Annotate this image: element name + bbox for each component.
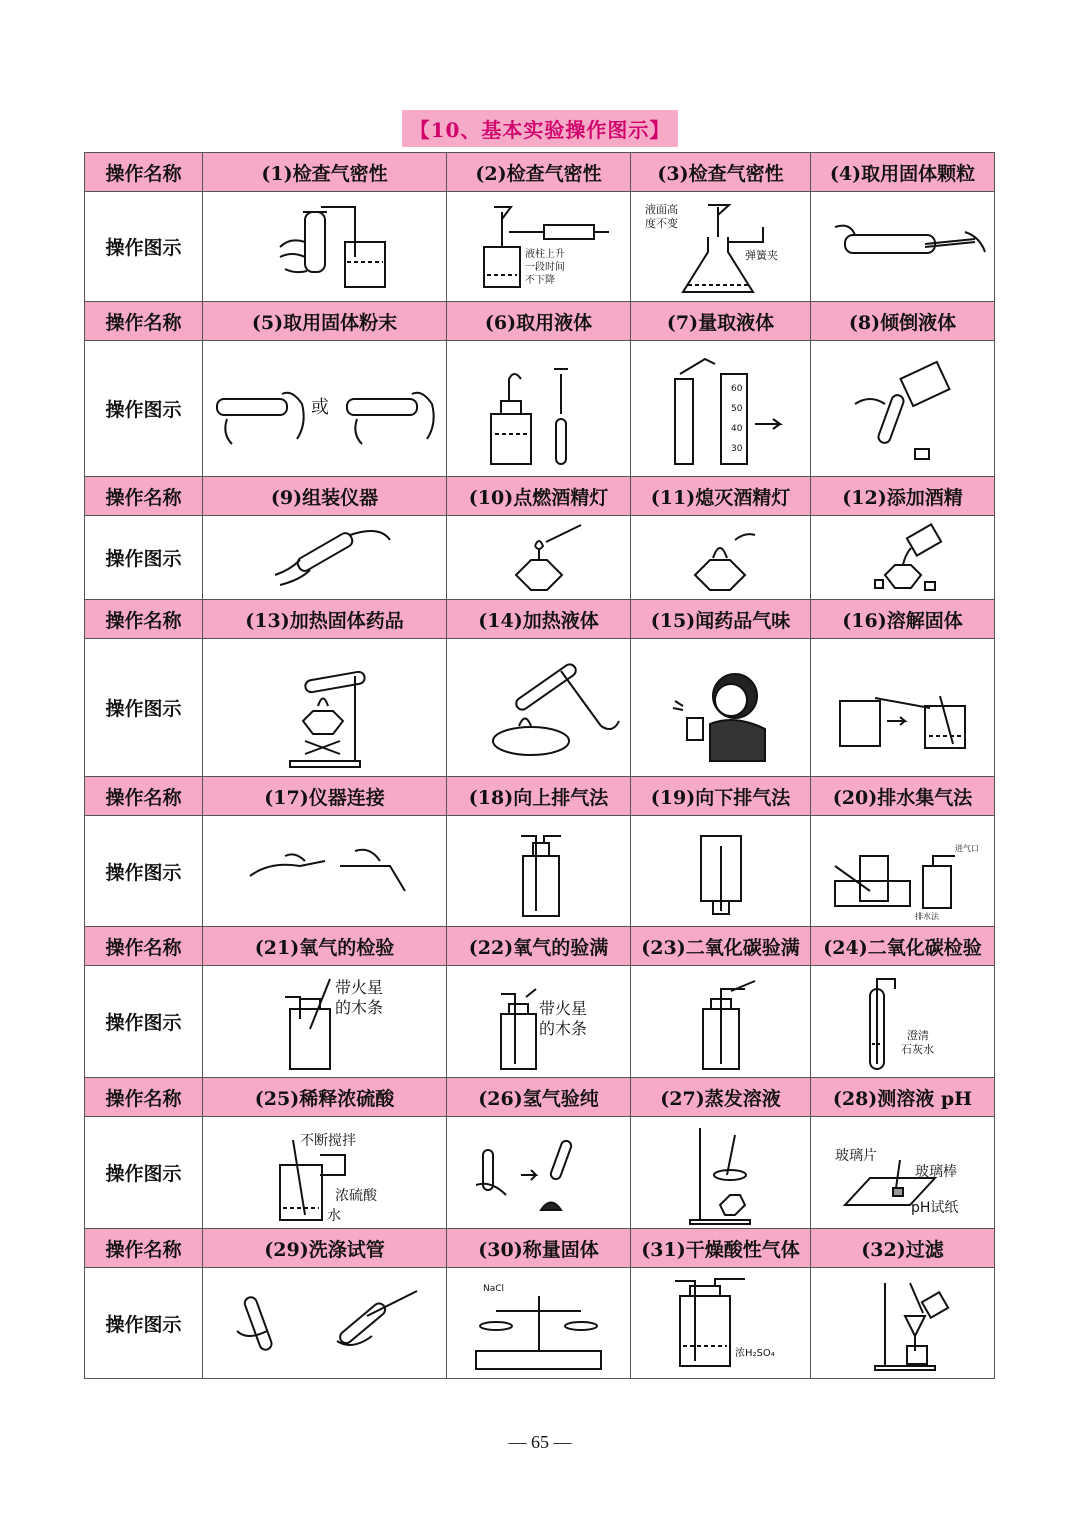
figure-cell [203,341,447,477]
figure-cell [447,516,631,600]
operation-name: (11)熄灭酒精灯 [631,477,811,516]
co2-full-check-illustration [635,969,807,1075]
operation-name: (19)向下排气法 [631,777,811,816]
figure-cell [203,1117,447,1229]
airtightness-test-tube-illustration [225,197,425,297]
figure-cell [447,1117,631,1229]
figure-cell [447,341,631,477]
row-label-figure: 操作图示 [85,516,203,600]
operation-name: (25)稀释浓硫酸 [203,1078,447,1117]
annotation: 50 [730,403,742,414]
figure-cell [811,341,995,477]
operation-name: (20)排水集气法 [811,777,995,816]
dry-acidic-gas-illustration [635,1271,807,1375]
annotation: 玻璃棒 [914,1163,957,1180]
annotation: 或 [310,396,329,418]
operation-name: (2)检查气密性 [447,153,631,192]
figure-cell [631,1268,811,1379]
annotation: 液面高 [644,202,678,216]
extinguish-lamp-illustration [635,520,807,596]
figure-cell [631,1117,811,1229]
figure-row [85,1268,995,1379]
row-label-name: 操作名称 [85,927,203,966]
name-row [85,1078,995,1117]
figure-cell [811,1117,995,1229]
figure-cell [811,1268,995,1379]
row-label-figure: 操作图示 [85,816,203,927]
figure-cell [811,816,995,927]
evaporate-solution-illustration [635,1120,807,1226]
airtightness-flask-illustration [633,197,809,297]
heat-liquid-illustration [451,646,627,770]
figure-row [85,639,995,777]
water-displacement-illustration [815,821,991,921]
co2-test-illustration [815,969,991,1075]
operation-name: (26)氢气验纯 [447,1078,631,1117]
name-row [85,777,995,816]
annotation: 不断搅拌 [299,1132,356,1149]
figure-cell [631,966,811,1078]
annotation: 排水法 [914,912,939,921]
figure-cell [811,192,995,302]
oxygen-test-illustration [225,969,425,1075]
figure-cell [203,966,447,1078]
ph-test-illustration [815,1120,991,1226]
row-label-figure: 操作图示 [85,966,203,1078]
title-wrap [0,110,1080,147]
operation-name: (18)向上排气法 [447,777,631,816]
operation-name: (24)二氧化碳检验 [811,927,995,966]
upward-air-displacement-illustration [451,821,627,921]
weigh-solid-illustration [451,1271,627,1375]
annotation: 进气口 [954,844,979,853]
dissolve-solid-illustration [815,646,991,770]
row-label-figure: 操作图示 [85,639,203,777]
dilute-sulfuric-acid-illustration [225,1120,425,1226]
row-label-figure: 操作图示 [85,1268,203,1379]
annotation: pH试纸 [910,1199,958,1216]
annotation: 一段时间 [524,261,565,273]
annotation: 不下降 [524,274,555,286]
operation-name: (31)干燥酸性气体 [631,1229,811,1268]
figure-row [85,341,995,477]
annotation: 澄清 [906,1028,929,1042]
operation-name: (16)溶解固体 [811,600,995,639]
row-label-name: 操作名称 [85,153,203,192]
figure-cell [811,966,995,1078]
name-row [85,302,995,341]
annotation: 的木条 [334,997,383,1017]
operation-name: (17)仪器连接 [203,777,447,816]
figure-cell [811,516,995,600]
figure-row [85,816,995,927]
name-row [85,927,995,966]
figure-cell [447,966,631,1078]
annotation: 弹簧夹 [744,248,778,262]
row-label-figure: 操作图示 [85,341,203,477]
oxygen-full-check-illustration [451,969,627,1075]
operation-name: (1)检查气密性 [203,153,447,192]
airtightness-syringe-illustration [449,197,629,297]
annotation: 水 [326,1207,341,1224]
annotation: 液柱上升 [524,248,565,260]
pour-liquid-illustration [815,349,991,469]
filtration-illustration [815,1271,991,1375]
operation-name: (5)取用固体粉末 [203,302,447,341]
operation-name: (27)蒸发溶液 [631,1078,811,1117]
operation-name: (21)氧气的检验 [203,927,447,966]
operation-name: (9)组装仪器 [203,477,447,516]
name-row [85,153,995,192]
operation-name: (4)取用固体颗粒 [811,153,995,192]
row-label-figure: 操作图示 [85,1117,203,1229]
name-row [85,600,995,639]
figure-row [85,516,995,600]
measure-liquid-illustration [635,349,807,469]
smell-chemical-illustration [635,646,807,770]
page-number: — 65 — [508,1432,572,1452]
name-row [85,1229,995,1268]
operation-name: (7)量取液体 [631,302,811,341]
hydrogen-purity-illustration [451,1120,627,1226]
figure-cell [631,341,811,477]
row-label-figure: 操作图示 [85,192,203,302]
annotation: 石灰水 [900,1042,934,1056]
figure-cell [447,192,631,302]
operation-name: (13)加热固体药品 [203,600,447,639]
figure-row [85,192,995,302]
annotation: 40 [730,423,742,434]
heat-solid-illustration [225,646,425,770]
annotation: 60 [730,383,742,394]
wash-test-tube-illustration [207,1271,443,1375]
figure-row [85,1117,995,1229]
figure-row [85,966,995,1078]
light-lamp-illustration [451,520,627,596]
figure-cell [203,639,447,777]
annotation: 度不变 [644,216,678,230]
powder-illustration [207,349,443,469]
figure-cell [631,516,811,600]
connect-apparatus-illustration [225,821,425,921]
row-label-name: 操作名称 [85,1078,203,1117]
figure-cell [447,1268,631,1379]
operation-name: (14)加热液体 [447,600,631,639]
annotation: 30 [730,443,742,454]
row-label-name: 操作名称 [85,477,203,516]
figure-cell [631,639,811,777]
row-label-name: 操作名称 [85,1229,203,1268]
row-label-name: 操作名称 [85,600,203,639]
operation-name: (3)检查气密性 [631,153,811,192]
figure-cell [203,516,447,600]
row-label-name: 操作名称 [85,777,203,816]
figure-cell [203,192,447,302]
add-alcohol-illustration [815,520,991,596]
figure-cell [203,1268,447,1379]
operation-name: (30)称量固体 [447,1229,631,1268]
operation-name: (28)测溶液 pH [811,1078,995,1117]
operation-name: (23)二氧化碳验满 [631,927,811,966]
operations-table [84,152,995,1379]
figure-cell [811,639,995,777]
figure-cell [203,816,447,927]
downward-air-displacement-illustration [635,821,807,921]
operation-name: (12)添加酒精 [811,477,995,516]
figure-cell [631,192,811,302]
name-row [85,477,995,516]
operation-name: (32)过滤 [811,1229,995,1268]
figure-cell [631,816,811,927]
annotation: 浓H₂SO₄ [734,1348,775,1359]
operation-name: (15)闻药品气味 [631,600,811,639]
annotation: 带火星 [334,977,383,997]
annotation: 带火星 [538,998,587,1018]
take-liquid-illustration [451,349,627,469]
operation-name: (29)洗涤试管 [203,1229,447,1268]
solid-granule-illustration [815,197,991,297]
annotation: NaCl [482,1284,504,1294]
operation-name: (10)点燃酒精灯 [447,477,631,516]
operation-name: (22)氧气的验满 [447,927,631,966]
annotation: 玻璃片 [834,1147,877,1164]
annotation: 的木条 [538,1018,587,1038]
figure-cell [447,639,631,777]
figure-cell [447,816,631,927]
page-title: 【10、基本实验操作图示】 [402,110,679,147]
operation-name: (8)倾倒液体 [811,302,995,341]
annotation: 浓硫酸 [334,1187,377,1204]
operation-name: (6)取用液体 [447,302,631,341]
assemble-apparatus-illustration [225,520,425,596]
row-label-name: 操作名称 [85,302,203,341]
